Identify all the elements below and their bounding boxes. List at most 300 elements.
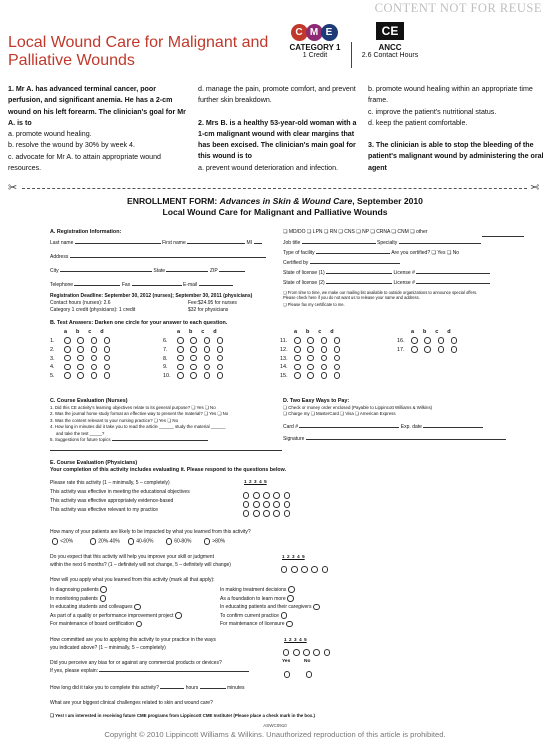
category-credit: Category 1 credit (physicians): 1 credit [50,307,136,313]
certified-by-label: Certified by [283,260,309,266]
fee-nurses: Fee:$24.95 for nurses [188,300,237,306]
content-not-for-reuse-watermark: CONTENT NOT FOR REUSE [374,1,542,15]
impact-option[interactable] [88,538,126,546]
exp-field[interactable] [423,427,483,428]
bias-no-label: No [304,659,311,664]
question-1-option-d: d. manage the pain, promote comfort, and prevent further skin breakdown. [198,85,356,105]
time-question: How long did it take you to complete this activity? [50,685,159,691]
answer-bubble-5-d[interactable] [104,372,111,379]
hours-field[interactable] [160,688,184,689]
impact-option[interactable] [126,538,164,546]
answer-letter-header: a b c d [411,329,451,335]
card-row [283,424,483,432]
eval-c5 [50,437,280,443]
apply-option-label: For maintenance of board certification [50,621,134,628]
scissors-icon-right: ✂ [530,182,540,194]
question-1-option-a: a. promote wound healing. [8,130,92,139]
form-title-prefix: ENROLLMENT FORM: [127,196,220,206]
apply-option[interactable] [50,620,184,629]
impact-options [50,538,240,546]
license-1-row [283,270,490,278]
answer-number: 8. [163,355,168,362]
answer-bubble-9-c[interactable] [204,364,211,371]
apply-option[interactable] [220,586,322,595]
rate-question: Please rate this activity (1 – minimally, 5 – completely) [50,480,170,486]
answer-bubble-17-b[interactable] [424,346,431,353]
suggestions-line [50,450,282,451]
answer-bubble-17-c[interactable] [438,346,445,353]
specialty-label: Specialty [377,240,398,246]
answer-bubble-2-b[interactable] [77,346,84,353]
impact-option-label: 40-60% [136,538,154,545]
answer-bubble-11-b[interactable] [307,337,314,344]
question-2-option-d: d. keep the patient comfortable. [368,118,468,127]
answer-bubble-8-c[interactable] [204,355,211,362]
profession-checkboxes[interactable]: ❏ MD/DO ❏ LPN ❏ RN ❏ CNS ❏ NP ❏ CRNA ❏ CNM ❏ other [283,229,428,235]
answer-bubble-11-c[interactable] [321,337,328,344]
cme-letter-c: C [291,24,308,41]
answer-bubble-13-b[interactable] [307,355,314,362]
explain-row [50,668,249,676]
impact-option[interactable] [164,538,202,546]
impact-option[interactable] [50,538,88,546]
answer-bubble-8-d[interactable] [217,355,224,362]
question-2-option-b: b. promote wound healing within an appropriate time frame. [368,85,533,105]
job-title-label: Job title [283,240,301,246]
apply-option[interactable] [220,612,322,621]
answer-bubble-10-d[interactable] [217,372,224,379]
apply-option-label: For maintenance of licensure [220,621,285,628]
fax-certificate-checkbox[interactable]: ❏ Please fax my certificate to me. [283,302,345,307]
answer-bubble-3-d[interactable] [104,355,111,362]
certified-by-field[interactable] [310,263,400,264]
apply-bubble[interactable] [281,612,288,619]
future-programs-checkbox[interactable]: ❏ Yes! I am interested in receiving future CME programs from Lippincott CME Institute! (Please place a check mark in the box.) [50,713,315,718]
apply-bubble[interactable] [286,621,293,628]
answer-bubble-11-d[interactable] [334,337,341,344]
telephone-field[interactable] [74,285,120,286]
commit-question-1: How committed are you to applying this activity to your practice in the ways [50,637,216,643]
answer-bubble-10-b[interactable] [190,372,197,379]
bias-yes-label: Yes [282,659,291,664]
zip-label: ZIP [209,268,218,274]
license-1-number-field[interactable] [416,273,490,274]
answer-letter-header: a b c d [64,329,104,335]
answer-bubble-13-a[interactable] [294,355,301,362]
answer-bubble-6-c[interactable] [204,337,211,344]
answer-number: 11. [280,338,288,344]
eval-c4-test[interactable]: and take the test _____? [56,430,105,436]
answer-row-9 [163,363,227,372]
question-2-option-a: a. prevent wound deterioration and infection. [198,163,338,172]
address-row [50,254,266,262]
eval-c4[interactable]: 4. How long in minutes did it take you to read the article ______ study the material ______ [50,424,226,430]
answer-number: 12. [280,346,288,353]
payment-check[interactable]: ❏ Check or money order enclosed (Payable to Lippincott Williams & Wilkins) [283,405,433,410]
email-label: E-mail [182,282,198,288]
answer-bubble-1-a[interactable] [64,337,71,344]
cme-category: CATEGORY 1 [289,43,341,52]
impact-bubble[interactable] [128,538,135,545]
answer-bubble-16-a[interactable] [411,337,418,344]
answer-bubble-15-c[interactable] [321,372,328,379]
ce-badge [358,22,422,59]
rating-bubbles-3[interactable] [241,505,292,523]
question-1-stem: 1. Mr A. has advanced terminal cancer, poor perfusion, and significant anemia. He has a 2-cm wound on his left forearm. The clinician's goal for Mr A. is to [8,85,186,127]
title-line-2: Palliative Wounds [8,52,135,69]
skill-scale: 1 2 3 4 5 [282,554,305,559]
apply-option-label: To confirm current practice [220,612,279,619]
form-title-line-2: Local Wound Care for Malignant and Palliative Wounds [162,206,388,217]
minutes-label: minutes [227,685,245,691]
answer-row-16 [397,337,461,346]
answer-bubble-1-b[interactable] [77,337,84,344]
email-field[interactable] [199,285,233,286]
answer-bubble-4-a[interactable] [64,364,71,371]
last-name-field[interactable] [75,243,161,244]
apply-option-label: In diagnosing patients [50,587,99,593]
title-line-1: Local Wound Care for Malignant and [8,34,269,51]
bias-question: Did you perceive any bias for or against any commercial products or devices? [50,660,222,666]
bias-no-bubble[interactable] [304,666,314,684]
effectiveness-1: This activity was effective in meeting the educational objectives [50,489,190,495]
answer-bubble-2-c[interactable] [91,346,98,353]
answer-bubble-6-a[interactable] [177,337,184,344]
rate-scale: 1 2 3 4 5 [244,479,267,484]
answer-bubble-3-c[interactable] [91,355,98,362]
answer-letter-header: a b c d [177,329,217,335]
apply-option-label: In making treatment decisions [220,587,287,593]
answer-number: 15. [280,373,288,380]
apply-bubble[interactable] [288,586,295,593]
skill-bubbles[interactable] [279,561,330,579]
answer-number: 7. [163,346,168,353]
apply-option[interactable] [50,586,184,595]
answer-row-15 [280,372,344,381]
skill-question-1: Do you expect that this activity will help you improve your skill or judgment [50,554,214,560]
apply-bubble[interactable] [175,612,182,619]
section-e-heading: E. Course Evaluation (Physicians) [50,460,138,466]
telephone-label: Telephone [50,282,74,288]
answer-bubble-1-d[interactable] [104,337,111,344]
answer-bubble-16-d[interactable] [451,337,458,344]
minutes-field[interactable] [200,688,226,689]
answer-number: 1. [50,338,55,344]
answer-bubble-15-d[interactable] [334,372,341,379]
facility-label: Type of facility [283,250,315,256]
certified-by-row [283,260,400,268]
apply-option[interactable] [50,595,184,604]
answer-bubble-6-b[interactable] [190,337,197,344]
answer-row-1 [50,337,114,346]
answer-row-12 [280,346,344,355]
facility-field[interactable] [316,253,390,254]
cme-badge [280,24,350,59]
answer-bubble-3-b[interactable] [77,355,84,362]
answer-row-13 [280,355,344,364]
card-label: Card # [283,424,299,430]
license-2-number-field[interactable] [416,283,490,284]
answer-bubble-12-d[interactable] [334,346,341,353]
apply-bubble[interactable] [313,604,320,611]
answer-row-6 [163,337,227,346]
answer-bubble-9-d[interactable] [217,364,224,371]
commit-scale: 1 2 3 4 5 [284,637,307,642]
impact-bubble[interactable] [204,538,211,545]
answer-bubble-17-a[interactable] [411,346,418,353]
apply-bubble[interactable] [100,586,107,593]
effectiveness-2: This activity was effective appropriately evidence-based [50,498,174,504]
impact-option-label: >80% [212,538,226,545]
effectiveness-3: This activity was effective relevant to my practice [50,507,159,513]
license-2-row [283,280,490,288]
answer-bubble-2-a[interactable] [64,346,71,353]
answer-bubble-14-c[interactable] [321,364,328,371]
apply-bubble[interactable] [100,595,107,602]
license-1-number-label: License # [393,270,415,276]
contact-hours: Contact hours (nurses): 2.6 [50,300,111,306]
questions-column-1 [8,84,188,174]
answer-bubble-4-b[interactable] [77,364,84,371]
impact-option-label: 20%-40% [98,538,120,545]
city-row [50,268,245,276]
article-title [8,34,288,70]
apply-option-label: In monitoring patients [50,595,98,602]
answer-row-14 [280,363,344,372]
apply-bubble[interactable] [134,604,141,611]
answer-row-2 [50,346,114,355]
specialty-field[interactable] [399,243,481,244]
questions-column-2 [198,84,358,174]
suggestions-field[interactable] [112,440,208,441]
enrollment-form-title [40,196,510,217]
answer-number: 9. [163,364,168,371]
eval-c5-label: 5. Suggestions for future topics [50,437,111,443]
eval-c1[interactable]: 1. Did this CE activity's learning objectives relate to its general purpose? ❏ Yes ❏ No [50,405,216,410]
signature-row [283,436,506,444]
answer-row-10 [163,372,227,381]
answer-bubble-8-a[interactable] [177,355,184,362]
last-name-label: Last name [50,240,74,246]
answer-bubble-17-d[interactable] [451,346,458,353]
badge-divider [351,42,352,68]
fax-field[interactable] [132,285,182,286]
answer-row-11 [280,337,344,346]
answer-bubble-13-d[interactable] [334,355,341,362]
answer-bubble-1-c[interactable] [91,337,98,344]
certified-question[interactable]: Are you certified? ❏ Yes ❏ No [391,250,460,256]
challenges-question: What are your biggest clinical challenges related to skin and wound care? [50,700,213,706]
eval-c2[interactable]: 2. Was the journal home study format an effective way to present the material? ❏ Yes ❏ No [50,411,229,417]
mi-field[interactable] [254,243,262,244]
job-title-field[interactable] [302,243,376,244]
answer-row-8 [163,355,227,364]
fax-label: Fax [121,282,131,288]
signature-field[interactable] [306,439,506,440]
apply-bubble[interactable] [287,595,294,602]
answer-number: 2. [50,346,55,353]
apply-option-label: In educating students and colleagues [50,604,133,611]
apply-option[interactable] [220,620,322,629]
payment-card[interactable]: ❏ Charge my ❏ MasterCard ❏ Visa ❏ American Express [283,411,396,417]
answer-number: 16. [397,338,405,344]
answer-row-3 [50,355,114,364]
answer-bubble-7-d[interactable] [217,346,224,353]
commit-question-2: you indicated above? (1 – minimally, 5 – completely) [50,645,166,651]
answer-bubble-14-d[interactable] [334,364,341,371]
section-a-heading: A. Registration Information: [50,229,122,235]
answer-row-7 [163,346,227,355]
nurse-evaluation [50,405,280,443]
answer-bubble-5-a[interactable] [64,372,71,379]
answer-bubble-5-c[interactable] [91,372,98,379]
answer-bubble-9-b[interactable] [190,364,197,371]
answer-bubble-11-a[interactable] [294,337,301,344]
impact-bubble[interactable] [52,538,59,545]
address-field[interactable] [70,257,266,258]
form-code: ASWC0910 [263,723,287,728]
state-label: State [153,268,166,274]
first-name-field[interactable] [187,243,245,244]
card-field[interactable] [299,427,399,428]
apply-option-label: As a foundation to learn more [220,595,286,602]
impact-option-label: 60-80% [174,538,192,545]
section-d-heading: D. Two Easy Ways to Pay: [283,398,350,404]
answer-bubble-15-b[interactable] [307,372,314,379]
answer-bubble-15-a[interactable] [294,372,301,379]
apply-option[interactable] [50,612,184,621]
apply-option-label: As part of a quality or performance improvement project [50,612,174,619]
answer-number: 14. [280,364,288,371]
question-2-stem: 2. Mrs B. is a healthy 53-year-old woman with a 1-cm malignant wound with clear margins that has been excised. The clinician's main goal for this wound is to [198,118,357,161]
facility-row [283,250,459,258]
explain-label: If yes, please explain: [50,668,99,674]
other-profession-field[interactable] [482,229,524,237]
form-title-date: , September 2010 [352,196,423,206]
question-2-option-c: c. improve the patient's nutritional status. [368,107,497,116]
answer-letter-header: a b c d [294,329,334,335]
answer-bubble-3-a[interactable] [64,355,71,362]
registration-deadline: Registration Deadline: September 30, 2012 (nurses); September 30, 2011 (physicians) [50,293,253,299]
apply-option[interactable] [220,603,322,612]
apply-option-label: In educating patients and their caregivers [220,604,312,611]
answer-number: 4. [50,364,55,371]
apply-bubble[interactable] [136,621,143,628]
cut-line [22,188,527,189]
answer-bubble-12-a[interactable] [294,346,301,353]
impact-question: How many of your patients are likely to be impacted by what you learned from this activity? [50,529,251,535]
answer-bubble-5-b[interactable] [77,372,84,379]
apply-options-right [220,586,322,629]
ce-org: ANCC [378,43,402,52]
license-1-label: State of license (1) [283,270,325,276]
apply-option[interactable] [220,595,322,604]
answer-bubble-4-c[interactable] [91,364,98,371]
cme-letter-e: E [321,24,338,41]
phone-row [50,282,233,290]
answer-number: 6. [163,338,168,344]
answer-bubble-6-d[interactable] [217,337,224,344]
impact-option-label: <20% [60,538,74,545]
answer-bubble-7-b[interactable] [190,346,197,353]
time-row [50,685,245,693]
zip-field[interactable] [219,271,245,272]
question-1-option-b: b. resolve the wound by 30% by week 4. [8,141,135,150]
apply-question: How will you apply what you learned from this activity (mark all that apply): [50,577,215,583]
answer-number: 17. [397,346,405,353]
question-1-option-c: c. advocate for Mr A. to attain appropriate wound resources. [8,152,161,173]
exp-label: Exp. date [400,424,422,430]
answer-bubble-2-d[interactable] [104,346,111,353]
answer-number: 10. [163,373,171,380]
mi-label: MI [246,240,253,246]
answer-bubble-4-d[interactable] [104,364,111,371]
answer-bubble-12-b[interactable] [307,346,314,353]
license-2-number-label: License # [393,280,415,286]
answer-number: 3. [50,355,55,362]
state-field[interactable] [166,271,208,272]
city-field[interactable] [60,271,152,272]
cme-credit: 1 Credit [302,52,328,59]
city-label: City [50,268,59,274]
license-1-field[interactable] [326,273,392,274]
first-name-label: First name [162,240,186,246]
bias-yes-bubble[interactable] [282,666,292,684]
cme-logo [280,24,350,41]
answer-bubble-8-b[interactable] [190,355,197,362]
answer-number: 13. [280,355,288,362]
questions-column-3 [368,84,544,174]
fee-physicians: $32 for physicians [188,307,229,313]
apply-options-left [50,586,184,629]
answer-bubble-7-a[interactable] [177,346,184,353]
mailing-list-checkbox[interactable]: ❏ From time to time, we make our mailing list available to outside organizations to announce special offers. Please check here if you do not want us to release your name and address. [283,290,478,301]
hours-label: hours [185,685,199,691]
answer-row-5 [50,372,114,381]
answer-bubble-12-c[interactable] [321,346,328,353]
answer-bubble-10-a[interactable] [177,372,184,379]
answer-bubble-13-c[interactable] [321,355,328,362]
scissors-icon: ✂ [8,182,18,194]
impact-bubble[interactable] [166,538,173,545]
question-3-stem: 3. The clinician is able to stop the bleeding of the patient's malignant wound by administering the oral agent [368,141,544,172]
cme-letter-m: M [306,24,323,41]
answer-row-4 [50,363,114,372]
ce-hours: 2.6 Contact Hours [361,52,419,59]
address-label: Address [50,254,69,260]
payment-options [283,405,533,418]
impact-option[interactable] [202,538,240,546]
eval-c3[interactable]: 3. Was the content relevant to your nursing practice? ❏ Yes ❏ No [50,417,179,423]
section-c-heading: C. Course Evaluation (Nurses) [50,398,128,404]
answer-bubble-14-a[interactable] [294,364,301,371]
ce-logo: CE [376,22,405,40]
apply-option[interactable] [50,603,184,612]
answer-bubble-7-c[interactable] [204,346,211,353]
skill-question-2: within the next 6 months? (1 – definitely will not change, 5 – definitely will change) [50,562,231,568]
form-title-journal: Advances in Skin & Wound Care [219,196,353,206]
answer-bubble-14-b[interactable] [307,364,314,371]
answer-bubble-16-b[interactable] [424,337,431,344]
answer-bubble-16-c[interactable] [438,337,445,344]
answer-bubble-10-c[interactable] [204,372,211,379]
impact-bubble[interactable] [90,538,97,545]
explain-field[interactable] [99,671,249,672]
signature-label: Signature [283,436,305,442]
name-row [50,240,262,248]
answer-bubble-9-a[interactable] [177,364,184,371]
license-2-field[interactable] [326,283,392,284]
